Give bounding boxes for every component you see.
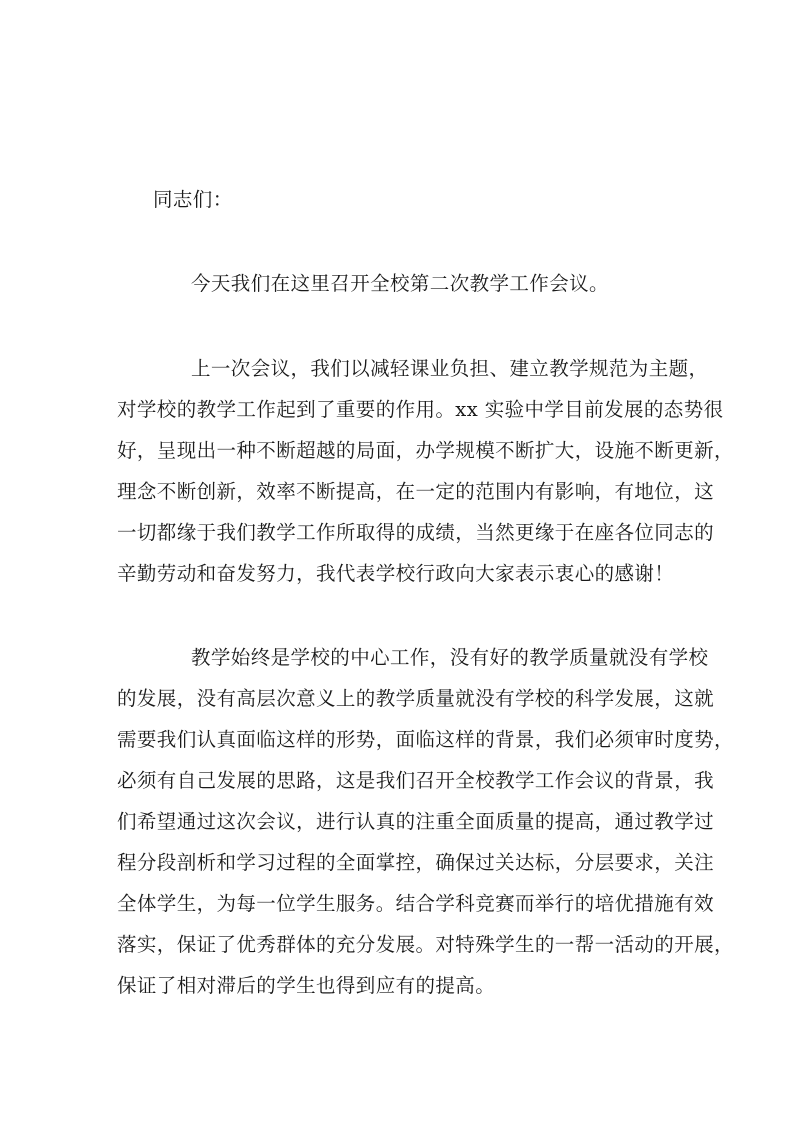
- paragraph-line: 需要我们认真面临这样的形势，面临这样的背景，我们必须审时度势，: [117, 728, 734, 751]
- paragraph-line: 今天我们在这里召开全校第二次教学工作会议。: [191, 272, 609, 295]
- paragraph-line: 理念不断创新，效率不断提高，在一定的范围内有影响，有地位，这: [117, 480, 715, 503]
- paragraph-line: 上一次会议，我们以减轻课业负担、建立教学规范为主题，: [191, 357, 709, 380]
- paragraph-line: 一切都缘于我们教学工作所取得的成绩，当然更缘于在座各位同志的: [117, 521, 715, 544]
- paragraph-line: 好，呈现出一种不断超越的局面，办学规模不断扩大，设施不断更新，: [117, 439, 734, 462]
- paragraph-line: 落实，保证了优秀群体的充分发展。对特殊学生的一帮一活动的开展，: [117, 933, 734, 956]
- paragraph-line: 对学校的教学工作起到了重要的作用。xx 实验中学目前发展的态势很: [117, 398, 724, 421]
- paragraph-line: 们希望通过这次会议，进行认真的注重全面质量的提高，通过教学过: [117, 810, 715, 833]
- paragraph-line: 全体学生，为每一位学生服务。结合学科竞赛而举行的培优措施有效: [117, 892, 715, 915]
- paragraph-line: 必须有自己发展的思路，这是我们召开全校教学工作会议的背景，我: [117, 769, 715, 792]
- paragraph-line: 辛勤劳动和奋发努力，我代表学校行政向大家表示衷心的感谢！: [117, 562, 675, 585]
- paragraph-line: 教学始终是学校的中心工作，没有好的教学质量就没有学校: [191, 646, 709, 669]
- paragraph-line: 程分段剖析和学习过程的全面掌控，确保过关达标，分层要求，关注: [117, 851, 715, 874]
- greeting: 同志们：: [153, 188, 233, 211]
- paragraph-line: 保证了相对滞后的学生也得到应有的提高。: [117, 974, 496, 997]
- paragraph-line: 的发展，没有高层次意义上的教学质量就没有学校的科学发展，这就: [117, 687, 715, 710]
